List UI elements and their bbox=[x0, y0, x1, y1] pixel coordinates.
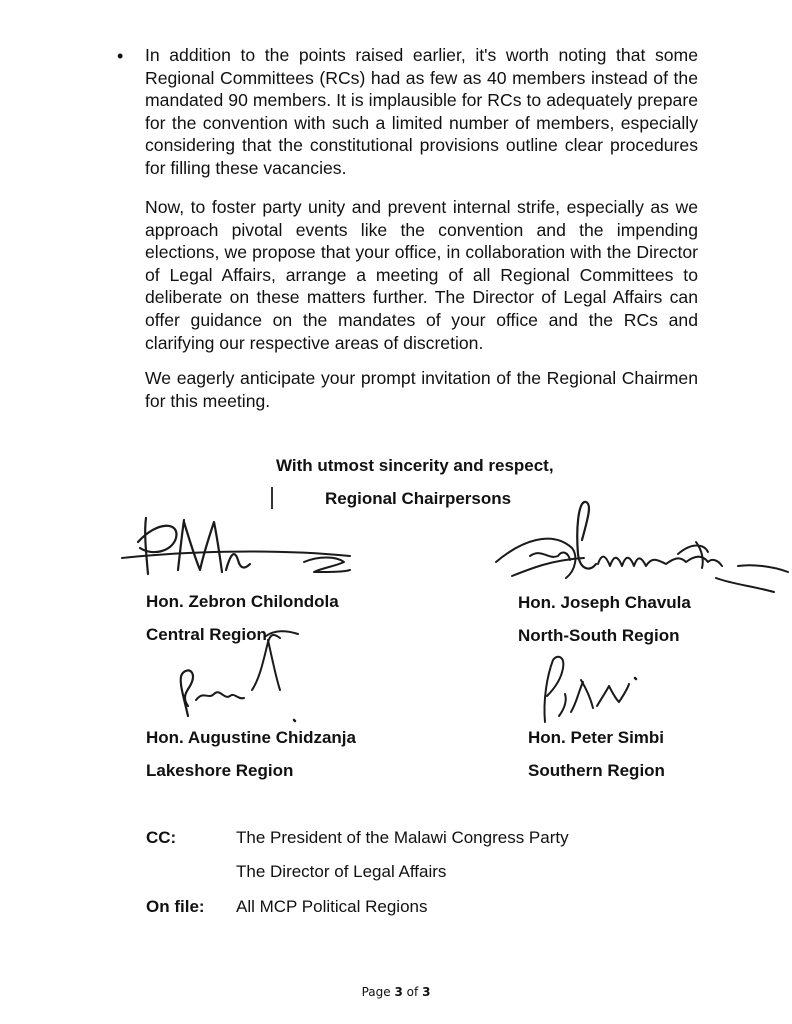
signatory-region: Central Region bbox=[146, 625, 267, 644]
signatory-name: Hon. Augustine Chidzanja bbox=[146, 728, 356, 747]
signatory-region: North-South Region bbox=[518, 626, 680, 645]
total-pages: 3 bbox=[422, 985, 431, 999]
page-number bbox=[0, 985, 792, 999]
cc-label: CC: bbox=[146, 828, 177, 847]
signatory-name: Hon. Peter Simbi bbox=[528, 728, 665, 747]
stray-pen-mark bbox=[271, 487, 273, 509]
cc-recipient: The President of the Malawi Congress Party bbox=[236, 828, 569, 847]
signatory-name: Hon. Joseph Chavula bbox=[518, 593, 691, 612]
body-paragraph-3: We eagerly anticipate your prompt invitation of the Regional Chairmen for this meeting. bbox=[145, 368, 698, 411]
on-file-value: All MCP Political Regions bbox=[236, 897, 428, 916]
bullet-point: • bbox=[117, 46, 124, 66]
cc-recipient: The Director of Legal Affairs bbox=[236, 862, 447, 881]
signature-chavula-icon bbox=[482, 500, 792, 600]
of-word: of bbox=[406, 985, 419, 999]
body-paragraph-2: Now, to foster party unity and prevent internal strife, especially as we approach pivotal events like the convention and the impending elections, we propose that your office, in collaboration with the Director of Legal Affairs, arrange a meeting of all Regional Committees to deliberate on these matters further. The Director of Legal Affairs can offer guidance on the mandates of your office and the RCs and clarifying our respective areas of discretion. bbox=[145, 197, 698, 353]
signatory-name: Hon. Zebron Chilondola bbox=[146, 592, 339, 611]
closing-line: With utmost sincerity and respect, bbox=[276, 456, 554, 475]
signatory-region: Southern Region bbox=[528, 761, 665, 780]
page-word: Page bbox=[361, 985, 391, 999]
bullet-paragraph: In addition to the points raised earlier, it's worth noting that some Regional Committees (RCs) had as few as 40 members instead of the mandated 90 members. It is implausible for RCs to adequately prepare for the convention with such a limited number of members, especially considering that the constitutional provisions outline clear procedures for filling these vacancies. bbox=[145, 45, 698, 178]
signatory-region: Lakeshore Region bbox=[146, 761, 294, 780]
on-file-label: On file: bbox=[146, 897, 205, 916]
signature-chilondola-icon bbox=[118, 512, 368, 592]
signatory-group-label: Regional Chairpersons bbox=[325, 489, 512, 508]
current-page: 3 bbox=[394, 985, 403, 999]
signature-simbi-icon bbox=[535, 650, 645, 730]
